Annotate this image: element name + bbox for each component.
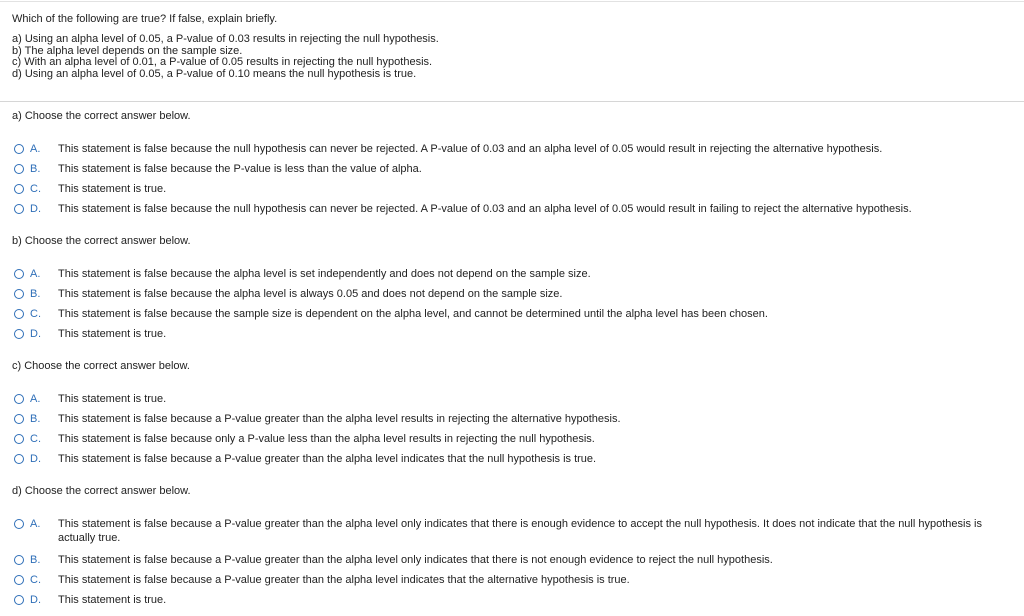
option-letter: C. (30, 308, 41, 320)
option-letter: D. (30, 203, 41, 215)
option-text: This statement is false because the alpha level is set independently and does not depend on the sample size. (58, 268, 591, 280)
option-text: This statement is false because a P-value greater than the alpha level only indicates that there is enough evidence to accept the null hypothesis. It does not indicate that the null hypothesis is actually true. (58, 518, 982, 544)
option-text: This statement is false because a P-value greater than the alpha level only indicates that there is not enough evidence to reject the null hypothesis. (58, 554, 773, 566)
statement-b: b) The alpha level depends on the sample size. (12, 44, 243, 57)
option-letter: A. (30, 143, 41, 155)
radio-button[interactable] (14, 454, 24, 464)
part-d-option-b[interactable] (12, 553, 1022, 573)
option-text: This statement is true. (58, 393, 167, 405)
part-d (12, 484, 1022, 613)
part-a-prompt: a) Choose the correct answer below. (12, 110, 191, 122)
option-text: This statement is false because a P-value greater than the alpha level indicates that the alternative hypothesis is true. (58, 574, 630, 586)
radio-button[interactable] (14, 164, 24, 174)
option-text: This statement is true. (58, 183, 167, 195)
option-text: This statement is false because a P-value greater than the alpha level indicates that the null hypothesis is true. (58, 453, 597, 465)
option-letter: D. (30, 594, 41, 606)
option-letter: B. (30, 288, 41, 300)
part-a-options (12, 142, 1022, 222)
part-c-option-d[interactable] (12, 452, 1022, 472)
radio-button[interactable] (14, 184, 24, 194)
option-letter: A. (30, 268, 41, 280)
question-title: Which of the following are true? If false, explain briefly. (12, 13, 278, 25)
option-text: This statement is false because a P-value greater than the alpha level results in rejecting the alternative hypothesis. (58, 413, 621, 425)
part-b-prompt: b) Choose the correct answer below. (12, 235, 191, 247)
part-d-option-a[interactable] (12, 517, 1022, 553)
option-text: This statement is false because the null hypothesis can never be rejected. A P-value of 0.03 and an alpha level of 0.05 would result in rejecting the alternative hypothesis. (58, 143, 883, 155)
option-letter: A. (30, 393, 41, 405)
statement-d: d) Using an alpha level of 0.05, a P-value of 0.10 means the null hypothesis is true. (12, 67, 417, 80)
option-text: This statement is false because the null hypothesis can never be rejected. A P-value of 0.03 and an alpha level of 0.05 would result in failing to reject the alternative hypothesis. (58, 203, 912, 215)
radio-button[interactable] (14, 289, 24, 299)
option-letter: D. (30, 328, 41, 340)
radio-button[interactable] (14, 329, 24, 339)
radio-button[interactable] (14, 595, 24, 605)
part-c-option-a[interactable] (12, 392, 1022, 412)
option-letter: C. (30, 574, 41, 586)
statement-a: a) Using an alpha level of 0.05, a P-value of 0.03 results in rejecting the null hypothesis. (12, 33, 439, 45)
part-b (12, 234, 1022, 347)
option-text: This statement is true. (58, 328, 167, 340)
part-a-option-c[interactable] (12, 182, 1022, 202)
radio-button[interactable] (14, 144, 24, 154)
option-letter: D. (30, 453, 41, 465)
option-text: This statement is false because only a P-value less than the alpha level results in rejecting the null hypothesis. (58, 433, 595, 445)
radio-button[interactable] (14, 414, 24, 424)
radio-button[interactable] (14, 394, 24, 404)
part-b-option-a[interactable] (12, 267, 1022, 287)
part-a-option-d[interactable] (12, 202, 1022, 222)
part-b-option-c[interactable] (12, 307, 1022, 327)
radio-button[interactable] (14, 434, 24, 444)
part-b-option-b[interactable] (12, 287, 1022, 307)
part-d-option-d[interactable] (12, 593, 1022, 613)
radio-button[interactable] (14, 269, 24, 279)
statement-c: c) With an alpha level of 0.01, a P-value of 0.05 results in rejecting the null hypothesis. (12, 56, 433, 68)
radio-button[interactable] (14, 575, 24, 585)
part-b-options (12, 267, 1022, 347)
part-a (12, 109, 1022, 222)
part-c-option-c[interactable] (12, 432, 1022, 452)
option-text: This statement is false because the sample size is dependent on the alpha level, and cannot be determined until the alpha level has been chosen. (58, 308, 768, 320)
question-intro (12, 12, 439, 80)
part-c (12, 359, 1022, 472)
option-letter: C. (30, 183, 41, 195)
option-text: This statement is false because the alpha level is always 0.05 and does not depend on the sample size. (58, 288, 563, 300)
part-a-option-b[interactable] (12, 162, 1022, 182)
option-letter: B. (30, 413, 41, 425)
radio-button[interactable] (14, 555, 24, 565)
option-letter: B. (30, 163, 41, 175)
option-text: This statement is true. (58, 594, 167, 606)
part-c-options (12, 392, 1022, 472)
radio-button[interactable] (14, 309, 24, 319)
radio-button[interactable] (14, 519, 24, 529)
part-d-options (12, 517, 1022, 613)
option-text: This statement is false because the P-value is less than the value of alpha. (58, 163, 422, 175)
top-border (0, 1, 1024, 2)
section-divider (0, 101, 1024, 102)
option-letter: A. (30, 518, 41, 530)
option-letter: C. (30, 433, 41, 445)
part-a-option-a[interactable] (12, 142, 1022, 162)
radio-button[interactable] (14, 204, 24, 214)
part-d-option-c[interactable] (12, 573, 1022, 593)
option-letter: B. (30, 554, 41, 566)
part-c-option-b[interactable] (12, 412, 1022, 432)
part-d-prompt: d) Choose the correct answer below. (12, 485, 191, 497)
part-c-prompt: c) Choose the correct answer below. (12, 360, 190, 372)
part-b-option-d[interactable] (12, 327, 1022, 347)
